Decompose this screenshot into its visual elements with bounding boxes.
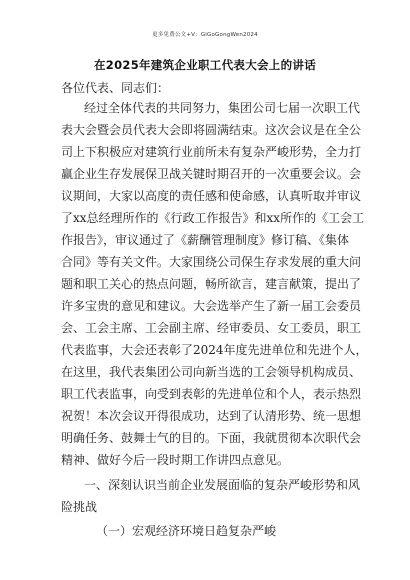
salutation: 各位代表、同志们： <box>61 81 170 95</box>
paragraph-line: 精神、做好今后一段时期工作讲四点意见。 <box>61 453 290 467</box>
paragraph-line: 合同》等有关文件。大家围绕公司保生存求发展的重大问 <box>61 255 362 269</box>
subsection-heading: （一）宏观经济环境日趋复杂严峻 <box>96 524 277 538</box>
paragraph-line: 职工代表监事，向受到表彰的先进单位和个人，表示热烈 <box>61 387 362 401</box>
section-heading-line: 险挑战 <box>61 500 98 514</box>
paragraph-line: 赢企业生存发展保卫战关键时期召开的一次重要会议。会 <box>61 167 362 181</box>
document-title: 在2025年建筑企业职工代表大会上的讲话 <box>93 58 316 72</box>
paragraph-line: 明确任务、鼓舞士气的目的。下面，我就贯彻本次职代会 <box>61 431 362 445</box>
paragraph-line: 作报告》，审议通过了《薪酬管理制度》修订稿、《集体 <box>61 233 350 247</box>
paragraph-line: 许多宝贵的意见和建议。大会选举产生了新一届工会委员 <box>61 299 362 313</box>
paragraph-line: 了xx总经理所作的《行政工作报告》和xx所作的《工会工 <box>61 211 365 225</box>
paragraph-line: 题和职工关心的热点问题，畅所欲言，建言献策，提出了 <box>61 277 362 291</box>
paragraph-line: 在这里，我代表集团公司向新当选的工会领导机构成员、 <box>61 365 362 379</box>
header-note: 更多免费公文+V：GiGoGongWen2024 <box>152 32 258 38</box>
paragraph-line: 祝贺！本次会议开得很成功，达到了认清形势、统一思想 <box>61 409 362 423</box>
paragraph-line: 司上下积极应对建筑行业前所未有复杂严峻形势，全力打 <box>61 145 362 159</box>
paragraph-line: 会、工会主席、工会副主席、经审委员、女工委员，职工 <box>61 321 362 335</box>
paragraph-line: 经过全体代表的共同努力，集团公司七届一次职工代 <box>84 101 361 115</box>
paragraph-line: 表大会暨会员代表大会即将圆满结束。这次会议是在全公 <box>61 123 362 137</box>
paragraph-line: 议期间，大家以高度的责任感和使命感，认真听取并审议 <box>61 189 362 203</box>
section-heading-line: 一、深刻认识当前企业发展面临的复杂严峻形势和风 <box>84 478 361 492</box>
paragraph-line: 代表监事，大会还表彰了2024年度先进单位和先进个人， <box>61 343 368 357</box>
